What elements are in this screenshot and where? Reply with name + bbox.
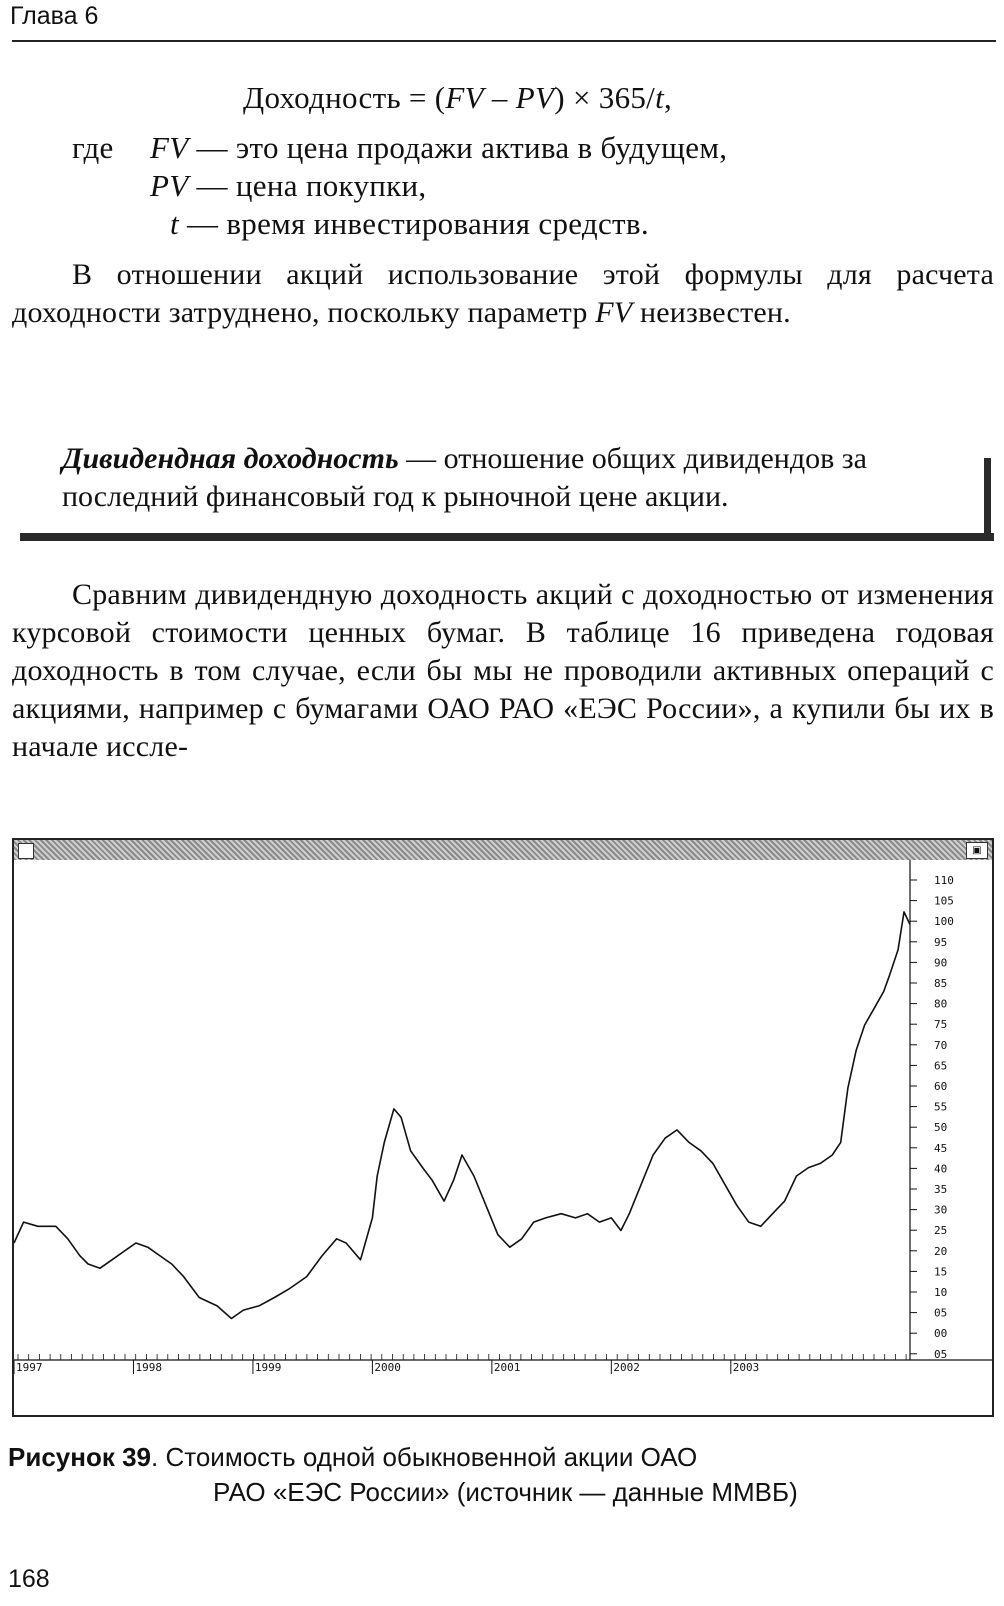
formula-rhs: ) × 365/ xyxy=(554,80,656,115)
y-tick-label: 25 xyxy=(934,1224,948,1238)
x-tick-label: 1998 xyxy=(135,1361,162,1374)
y-tick-label: 00 xyxy=(934,1327,948,1341)
paragraph-1-before: В отношении акций использование этой формулы для расчета доходности затруднено, поскольку параметр xyxy=(12,258,994,329)
formula-lhs: Доходность = ( xyxy=(243,80,446,115)
header-rule xyxy=(12,40,996,42)
definition-box xyxy=(62,440,992,516)
legend-pv xyxy=(150,168,426,204)
y-tick-label: 30 xyxy=(934,1203,948,1217)
y-tick-label: 20 xyxy=(934,1244,948,1258)
x-tick-label: 2002 xyxy=(613,1361,640,1374)
y-tick-label: 50 xyxy=(934,1121,948,1135)
y-tick-label: 10 xyxy=(934,1286,948,1299)
y-tick-label: 40 xyxy=(934,1162,948,1176)
y-tick-label: 95 xyxy=(934,935,948,949)
legend-symbol: PV xyxy=(150,168,189,203)
legend-text: — цена покупки, xyxy=(196,168,427,203)
y-tick-label: 45 xyxy=(934,1141,948,1155)
price-series-line xyxy=(14,912,910,1319)
y-tick-label: 100 xyxy=(934,915,954,929)
paragraph-1 xyxy=(12,256,994,332)
y-tick-label: 65 xyxy=(934,1059,948,1073)
legend-line-1 xyxy=(72,130,114,166)
caption-text-2: РАО «ЕЭС России» (источник — данные ММВБ) xyxy=(213,1477,798,1507)
chart-title-bar xyxy=(14,840,992,860)
x-axis xyxy=(14,1354,992,1374)
plot-area xyxy=(14,912,910,1319)
legend-text: — это цена продажи актива в будущем, xyxy=(196,130,728,165)
legend-t xyxy=(170,206,649,242)
formula-t: t xyxy=(655,80,665,115)
y-tick-label: 05 xyxy=(934,1306,948,1320)
chart-window xyxy=(12,838,994,1417)
legend-text: — время инвестирования средств. xyxy=(186,206,649,241)
y-tick-label: 05 xyxy=(934,1347,948,1361)
x-tick-label: 1999 xyxy=(254,1361,282,1374)
definition-text: — отношение общих дивидендов за последний финансовый год к рыночной цене акции. xyxy=(62,442,867,513)
x-tick-label: 2000 xyxy=(374,1361,401,1374)
y-tick-label: 55 xyxy=(934,1100,948,1114)
y-tick-label: 85 xyxy=(934,977,948,990)
x-tick-label: 2001 xyxy=(493,1361,521,1374)
y-tick-label: 80 xyxy=(934,997,948,1011)
formula-pv: PV xyxy=(515,80,555,115)
x-tick-label: 2003 xyxy=(732,1361,760,1374)
formula-fv: FV xyxy=(445,80,484,115)
y-tick-label: 15 xyxy=(934,1265,948,1279)
formula-minus: – xyxy=(483,80,516,115)
chapter-heading: Глава 6 xyxy=(10,2,99,30)
window-menu-icon xyxy=(18,843,34,859)
y-axis xyxy=(910,860,954,1361)
legend-fv xyxy=(150,130,727,166)
caption-number: Рисунок 39 xyxy=(8,1442,151,1472)
legend-symbol: t xyxy=(170,206,179,241)
y-tick-label: 60 xyxy=(934,1080,948,1093)
y-tick-label: 110 xyxy=(934,874,954,887)
definition-bottom-bar xyxy=(20,533,994,541)
formula xyxy=(243,80,672,116)
y-tick-label: 105 xyxy=(934,894,954,908)
caption-text-1: . Стоимость одной обыкновенной акции ОАО xyxy=(151,1442,698,1472)
legend-prefix: где xyxy=(72,130,114,165)
x-tick-label: 1997 xyxy=(16,1361,43,1374)
definition-side-bar xyxy=(984,458,991,541)
figure-caption xyxy=(8,1440,798,1510)
definition-term: Дивидендная доходность xyxy=(62,442,399,475)
formula-end: , xyxy=(664,80,673,115)
maximize-icon: ▣ xyxy=(966,842,988,859)
paragraph-1-symbol: FV xyxy=(595,296,633,329)
paragraph-2: Сравним дивидендную доходность акций с доходностью от изменения курсовой стоимости ценных бумаг. В таблице 16 приведена годовая доходность в том случае, если бы мы не проводили активных операций с акциями, например с бумагами ОАО РАО «ЕЭС России», а купили бы их в начале иссле- xyxy=(12,578,994,763)
page-number: 168 xyxy=(8,1565,50,1593)
price-chart xyxy=(14,860,992,1415)
y-tick-label: 70 xyxy=(934,1038,948,1052)
y-tick-label: 90 xyxy=(934,956,948,970)
caption-line-1 xyxy=(8,1440,798,1475)
y-tick-label: 75 xyxy=(934,1018,948,1032)
y-tick-label: 35 xyxy=(934,1183,948,1196)
legend-symbol: FV xyxy=(150,130,189,165)
paragraph-1-after: неизвестен. xyxy=(632,296,791,329)
